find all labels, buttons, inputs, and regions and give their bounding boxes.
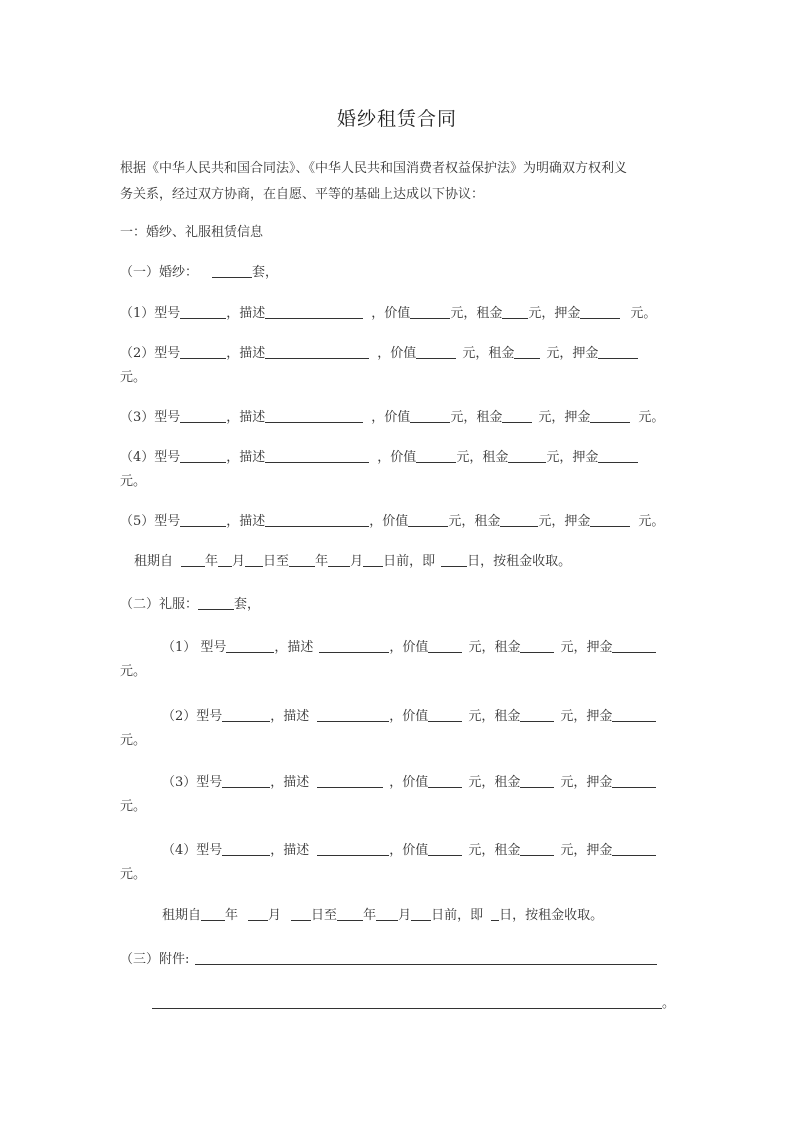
section-heading: 一：婚纱、礼服租赁信息 [120, 225, 264, 240]
wedding-heading-unit: 套， [252, 265, 279, 280]
days-field[interactable] [441, 552, 467, 567]
model-field[interactable] [180, 448, 226, 463]
item-number-label: （2）型号 [120, 346, 181, 361]
rent-label: 元，租金 [456, 450, 509, 465]
before-label: 日前，即 [383, 554, 436, 569]
rent-field[interactable] [520, 841, 554, 856]
deposit-field[interactable] [612, 638, 656, 653]
year-label: 年 [205, 554, 219, 569]
dress-item-1-end: 元。 [120, 664, 147, 679]
deposit-label: 元，押金 [546, 346, 599, 361]
attachment-row [120, 950, 657, 969]
item-number-label: （2）型号 [162, 709, 223, 724]
start-day-field[interactable] [245, 552, 263, 567]
start-month-field[interactable] [248, 906, 268, 921]
rent-field[interactable] [514, 344, 540, 359]
desc-field[interactable] [317, 707, 389, 722]
desc-field[interactable] [319, 638, 389, 653]
wedding-rental-period [134, 552, 571, 571]
dress-count-field[interactable] [198, 595, 234, 610]
dress-item-3 [162, 773, 656, 792]
value-field[interactable] [428, 773, 462, 788]
start-month-field[interactable] [218, 552, 232, 567]
intro-line-1: 根据《中华人民共和国合同法》、《中华人民共和国消费者权益保护法》为明确双方权利义 [120, 161, 628, 176]
desc-label: ，描述 [274, 640, 314, 655]
attachment-end: 。 [662, 996, 676, 1011]
desc-field[interactable] [265, 512, 369, 527]
deposit-label: 元，押金 [560, 843, 613, 858]
attachment-field[interactable] [195, 950, 657, 965]
start-year-field[interactable] [201, 906, 225, 921]
value-field[interactable] [428, 841, 462, 856]
model-field[interactable] [222, 707, 270, 722]
days-field[interactable] [491, 906, 499, 921]
tail-label: 日，按租金收取。 [467, 554, 572, 569]
rent-field[interactable] [500, 512, 538, 527]
value-field[interactable] [410, 304, 450, 319]
model-field[interactable] [180, 304, 226, 319]
deposit-label: 元，押金 [538, 514, 591, 529]
deposit-label: 元，押金 [560, 775, 613, 790]
wedding-heading [120, 263, 278, 282]
value-field[interactable] [428, 707, 462, 722]
end-label: 元。 [638, 514, 665, 529]
model-field[interactable] [222, 841, 270, 856]
desc-field[interactable] [265, 344, 369, 359]
deposit-label: 元，押金 [538, 410, 591, 425]
start-day-field[interactable] [291, 906, 311, 921]
dress-item-3-end: 元。 [120, 799, 147, 814]
model-field[interactable] [180, 344, 226, 359]
rent-label: 元，租金 [450, 410, 503, 425]
value-label: ，价值 [377, 346, 417, 361]
month-label: 月 [232, 554, 246, 569]
before-label: 日前，即 [431, 908, 484, 923]
deposit-field[interactable] [598, 344, 638, 359]
dress-item-2 [162, 707, 656, 726]
rent-label: 元，租金 [468, 775, 521, 790]
end-month-field[interactable] [328, 552, 350, 567]
item-number-label: （4）型号 [162, 843, 223, 858]
value-field[interactable] [408, 512, 448, 527]
rent-label: 元，租金 [448, 514, 501, 529]
rent-field[interactable] [520, 707, 554, 722]
wedding-count-field[interactable] [212, 263, 252, 278]
wedding-item-2-end: 元。 [120, 370, 147, 385]
value-field[interactable] [410, 408, 450, 423]
deposit-field[interactable] [580, 304, 620, 319]
model-field[interactable] [180, 408, 226, 423]
model-field[interactable] [180, 512, 226, 527]
year-label: 年 [363, 908, 377, 923]
value-field[interactable] [416, 448, 456, 463]
day-to-label: 日至 [263, 554, 290, 569]
dress-item-2-end: 元。 [120, 733, 147, 748]
deposit-label: 元，押金 [528, 306, 581, 321]
rent-label: 元，租金 [450, 306, 503, 321]
day-to-label: 日至 [311, 908, 338, 923]
value-label: ，价值 [389, 843, 429, 858]
deposit-field[interactable] [612, 707, 656, 722]
deposit-field[interactable] [598, 448, 638, 463]
model-field[interactable] [226, 638, 274, 653]
value-label: ，价值 [369, 514, 409, 529]
value-label: ，价值 [371, 306, 411, 321]
wedding-item-5 [120, 512, 664, 531]
end-day-field[interactable] [411, 906, 431, 921]
end-day-field[interactable] [363, 552, 383, 567]
attachment-field-2[interactable] [152, 994, 662, 1009]
wedding-heading-label: （一）婚纱： [120, 265, 199, 280]
desc-field[interactable] [317, 841, 389, 856]
deposit-label: 元，押金 [560, 709, 613, 724]
dress-heading [120, 595, 260, 614]
month-label: 月 [398, 908, 412, 923]
attachment-row-2 [152, 994, 675, 1013]
desc-field[interactable] [265, 448, 369, 463]
value-label: ，价值 [377, 450, 417, 465]
value-label: ，价值 [389, 775, 429, 790]
item-number-label: （4）型号 [120, 450, 181, 465]
page-title: 婚纱租赁合同 [336, 108, 457, 130]
rent-label: 元，租金 [462, 346, 515, 361]
attachment-label: （三）附件: [120, 952, 190, 967]
rent-field[interactable] [502, 304, 528, 319]
value-label: ，价值 [389, 640, 429, 655]
year-label: 年 [315, 554, 329, 569]
rent-label: 元，租金 [468, 843, 521, 858]
desc-label: ，描述 [226, 410, 266, 425]
desc-field[interactable] [265, 304, 363, 319]
year-label: 年 [225, 908, 239, 923]
deposit-field[interactable] [590, 512, 630, 527]
item-number-label: （3）型号 [120, 410, 181, 425]
period-start-label: 租期自 [134, 554, 174, 569]
month-label: 月 [350, 554, 364, 569]
wedding-item-4 [120, 448, 638, 467]
rent-field[interactable] [520, 773, 554, 788]
desc-label: ，描述 [270, 709, 310, 724]
wedding-item-2 [120, 344, 638, 363]
end-label: 元。 [630, 306, 657, 321]
rent-field[interactable] [520, 638, 554, 653]
month-label: 月 [268, 908, 282, 923]
intro-line-2: 务关系，经过双方协商，在自愿、平等的基础上达成以下协议： [120, 187, 485, 202]
deposit-field[interactable] [612, 841, 656, 856]
desc-label: ，描述 [226, 306, 266, 321]
model-field[interactable] [222, 773, 270, 788]
rent-label: 元，租金 [468, 709, 521, 724]
end-label: 元。 [638, 410, 665, 425]
desc-label: ，描述 [226, 450, 266, 465]
desc-label: ，描述 [226, 514, 266, 529]
rent-field[interactable] [508, 448, 546, 463]
desc-field[interactable] [265, 408, 363, 423]
deposit-field[interactable] [590, 408, 630, 423]
dress-item-1 [162, 638, 656, 657]
item-number-label: （1） 型号 [162, 640, 227, 655]
deposit-field[interactable] [612, 773, 656, 788]
desc-label: ，描述 [270, 775, 310, 790]
dress-rental-period [162, 906, 603, 925]
rent-field[interactable] [502, 408, 532, 423]
dress-item-4-end: 元。 [120, 867, 147, 882]
value-field[interactable] [428, 638, 462, 653]
end-year-field[interactable] [337, 906, 363, 921]
desc-field[interactable] [317, 773, 383, 788]
value-field[interactable] [416, 344, 456, 359]
deposit-label: 元，押金 [560, 640, 613, 655]
value-label: ，价值 [371, 410, 411, 425]
desc-label: ，描述 [270, 843, 310, 858]
wedding-item-3 [120, 408, 664, 427]
period-start-label: 租期自 [162, 908, 202, 923]
item-number-label: （1）型号 [120, 306, 181, 321]
item-number-label: （5）型号 [120, 514, 181, 529]
start-year-field[interactable] [181, 552, 205, 567]
dress-item-4 [162, 841, 656, 860]
wedding-item-4-end: 元。 [120, 474, 147, 489]
end-month-field[interactable] [376, 906, 398, 921]
rent-label: 元，租金 [468, 640, 521, 655]
item-number-label: （3）型号 [162, 775, 223, 790]
end-year-field[interactable] [289, 552, 315, 567]
wedding-item-1 [120, 304, 656, 323]
desc-label: ，描述 [226, 346, 266, 361]
value-label: ，价值 [389, 709, 429, 724]
dress-heading-label: （二）礼服： [120, 597, 199, 612]
dress-heading-unit: 套， [234, 597, 261, 612]
tail-label: 日，按租金收取。 [499, 908, 604, 923]
deposit-label: 元，押金 [546, 450, 599, 465]
